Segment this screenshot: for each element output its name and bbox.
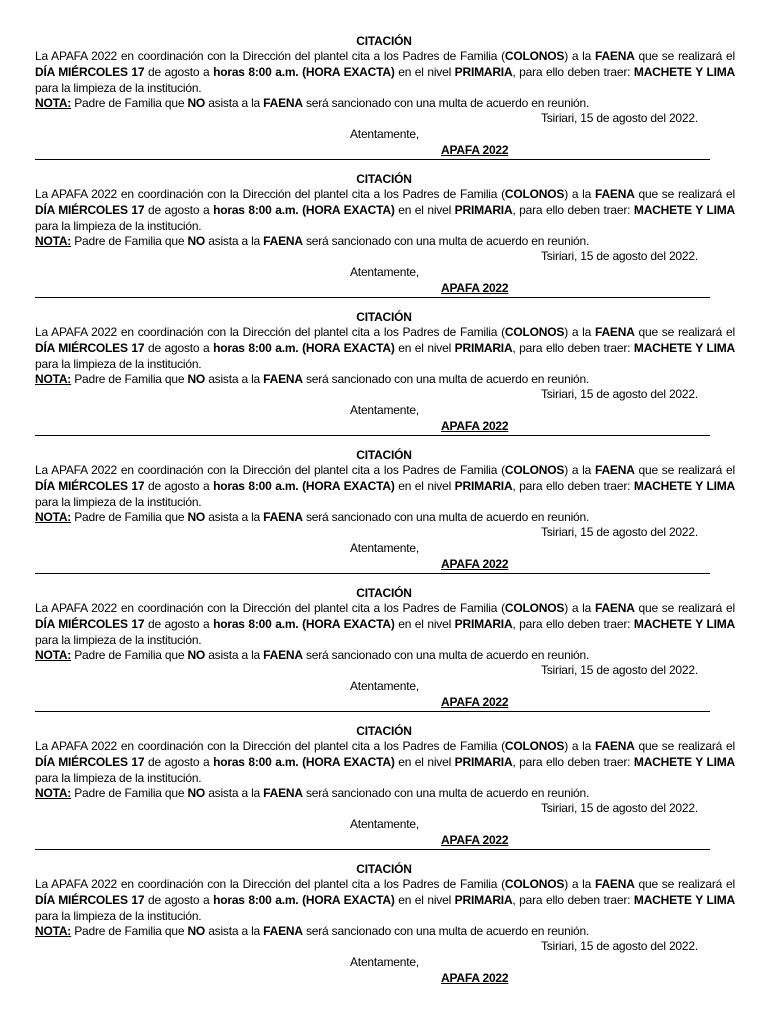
citation-signature: APAFA 2022 <box>441 971 509 985</box>
citation-note: NOTA: Padre de Familia que NO asista a la FAENA será sancionado con una multa de acuerdo en reunión. <box>35 234 590 248</box>
citation-body <box>35 739 735 802</box>
citation-block <box>0 721 768 859</box>
citation-block <box>0 31 768 169</box>
citation-line-1: La APAFA 2022 en coordinación con la Dirección del plantel cita a los Padres de Familia (COLONOS) a la FAENA que se realizará el <box>35 739 735 753</box>
citation-signature: APAFA 2022 <box>441 419 509 433</box>
citation-signature: APAFA 2022 <box>441 833 509 847</box>
citation-date: Tsiriari, 15 de agosto del 2022. <box>540 387 698 401</box>
citation-line-3: para la limpieza de la institución. <box>35 494 202 509</box>
citation-divider <box>35 849 710 850</box>
citation-line-2: DÍA MIÉRCOLES 17 de agosto a horas 8:00 a.m. (HORA EXACTA) en el nivel PRIMARIA, para ello deben traer: MACHETE Y LIMA <box>35 478 735 493</box>
citation-block <box>0 307 768 445</box>
citation-farewell: Atentamente, <box>350 127 419 141</box>
citation-line-2: DÍA MIÉRCOLES 17 de agosto a horas 8:00 a.m. (HORA EXACTA) en el nivel PRIMARIA, para ello deben traer: MACHETE Y LIMA <box>35 64 735 79</box>
citation-note: NOTA: Padre de Familia que NO asista a la FAENA será sancionado con una multa de acuerdo en reunión. <box>35 924 590 938</box>
citation-title: CITACIÓN <box>356 862 412 876</box>
citation-divider <box>35 297 710 298</box>
citation-block <box>0 169 768 307</box>
citation-line-3: para la limpieza de la institución. <box>35 770 202 785</box>
citation-line-1: La APAFA 2022 en coordinación con la Dirección del plantel cita a los Padres de Familia (COLONOS) a la FAENA que se realizará el <box>35 877 735 891</box>
citation-title: CITACIÓN <box>356 724 412 738</box>
citation-line-1: La APAFA 2022 en coordinación con la Dirección del plantel cita a los Padres de Familia (COLONOS) a la FAENA que se realizará el <box>35 187 735 201</box>
citation-block <box>0 445 768 583</box>
citation-line-3: para la limpieza de la institución. <box>35 632 202 647</box>
citation-date: Tsiriari, 15 de agosto del 2022. <box>540 525 698 539</box>
citation-line-3: para la limpieza de la institución. <box>35 908 202 923</box>
citation-title: CITACIÓN <box>356 34 412 48</box>
citation-title: CITACIÓN <box>356 310 412 324</box>
citation-divider <box>35 435 710 436</box>
citation-farewell: Atentamente, <box>350 817 419 831</box>
citation-line-2: DÍA MIÉRCOLES 17 de agosto a horas 8:00 a.m. (HORA EXACTA) en el nivel PRIMARIA, para ello deben traer: MACHETE Y LIMA <box>35 340 735 355</box>
citation-line-3: para la limpieza de la institución. <box>35 218 202 233</box>
citation-farewell: Atentamente, <box>350 955 419 969</box>
citation-line-3: para la limpieza de la institución. <box>35 356 202 371</box>
citation-note: NOTA: Padre de Familia que NO asista a la FAENA será sancionado con una multa de acuerdo en reunión. <box>35 510 590 524</box>
citation-block <box>0 859 768 997</box>
citation-date: Tsiriari, 15 de agosto del 2022. <box>540 801 698 815</box>
citation-signature: APAFA 2022 <box>441 557 509 571</box>
citation-body <box>35 325 735 388</box>
citation-note: NOTA: Padre de Familia que NO asista a la FAENA será sancionado con una multa de acuerdo en reunión. <box>35 648 590 662</box>
citation-body <box>35 463 735 526</box>
citation-body <box>35 187 735 250</box>
citation-title: CITACIÓN <box>356 586 412 600</box>
citation-body <box>35 877 735 940</box>
citation-farewell: Atentamente, <box>350 265 419 279</box>
citation-line-2: DÍA MIÉRCOLES 17 de agosto a horas 8:00 a.m. (HORA EXACTA) en el nivel PRIMARIA, para ello deben traer: MACHETE Y LIMA <box>35 754 735 769</box>
citation-farewell: Atentamente, <box>350 541 419 555</box>
citation-line-1: La APAFA 2022 en coordinación con la Dirección del plantel cita a los Padres de Familia (COLONOS) a la FAENA que se realizará el <box>35 49 735 63</box>
citation-body <box>35 601 735 664</box>
citation-divider <box>35 159 710 160</box>
citation-line-2: DÍA MIÉRCOLES 17 de agosto a horas 8:00 a.m. (HORA EXACTA) en el nivel PRIMARIA, para ello deben traer: MACHETE Y LIMA <box>35 616 735 631</box>
citation-date: Tsiriari, 15 de agosto del 2022. <box>540 249 698 263</box>
document <box>0 31 768 997</box>
citation-line-3: para la limpieza de la institución. <box>35 80 202 95</box>
citation-note: NOTA: Padre de Familia que NO asista a la FAENA será sancionado con una multa de acuerdo en reunión. <box>35 372 590 386</box>
citation-farewell: Atentamente, <box>350 679 419 693</box>
citation-date: Tsiriari, 15 de agosto del 2022. <box>540 663 698 677</box>
citation-note: NOTA: Padre de Familia que NO asista a la FAENA será sancionado con una multa de acuerdo en reunión. <box>35 786 590 800</box>
citation-line-2: DÍA MIÉRCOLES 17 de agosto a horas 8:00 a.m. (HORA EXACTA) en el nivel PRIMARIA, para ello deben traer: MACHETE Y LIMA <box>35 892 735 907</box>
citation-line-1: La APAFA 2022 en coordinación con la Dirección del plantel cita a los Padres de Familia (COLONOS) a la FAENA que se realizará el <box>35 463 735 477</box>
citation-farewell: Atentamente, <box>350 403 419 417</box>
citation-title: CITACIÓN <box>356 172 412 186</box>
citation-divider <box>35 573 710 574</box>
citation-line-2: DÍA MIÉRCOLES 17 de agosto a horas 8:00 a.m. (HORA EXACTA) en el nivel PRIMARIA, para ello deben traer: MACHETE Y LIMA <box>35 202 735 217</box>
citation-signature: APAFA 2022 <box>441 695 509 709</box>
citation-line-1: La APAFA 2022 en coordinación con la Dirección del plantel cita a los Padres de Familia (COLONOS) a la FAENA que se realizará el <box>35 601 735 615</box>
citation-divider <box>35 711 710 712</box>
citation-block <box>0 583 768 721</box>
citation-date: Tsiriari, 15 de agosto del 2022. <box>540 939 698 953</box>
citation-signature: APAFA 2022 <box>441 143 509 157</box>
citation-note: NOTA: Padre de Familia que NO asista a la FAENA será sancionado con una multa de acuerdo en reunión. <box>35 96 590 110</box>
citation-date: Tsiriari, 15 de agosto del 2022. <box>540 111 698 125</box>
citation-signature: APAFA 2022 <box>441 281 509 295</box>
citation-title: CITACIÓN <box>356 448 412 462</box>
citation-line-1: La APAFA 2022 en coordinación con la Dirección del plantel cita a los Padres de Familia (COLONOS) a la FAENA que se realizará el <box>35 325 735 339</box>
citation-body <box>35 49 735 112</box>
